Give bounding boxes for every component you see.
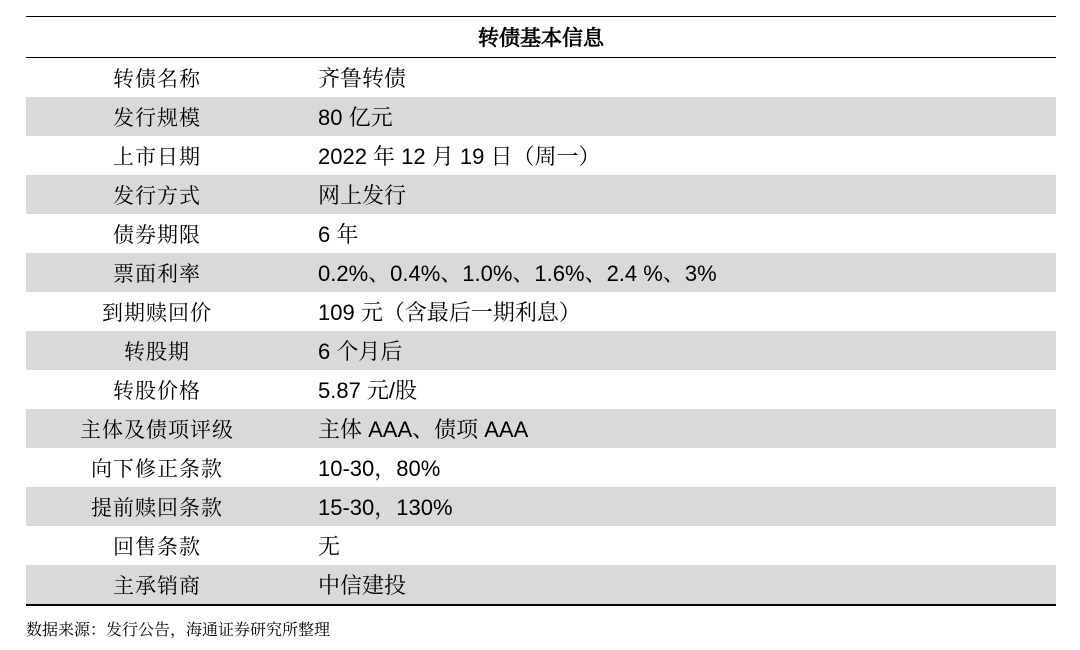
table-row (26, 370, 1056, 409)
row-value: 网上发行 (318, 183, 407, 208)
row-value: 15-30，130% (318, 495, 453, 520)
row-value: 无 (318, 534, 341, 559)
row-value: 6 年 (318, 222, 359, 247)
row-value: 主体 AAA、债项 AAA (318, 417, 529, 442)
table-title: 转债基本信息 (478, 25, 604, 50)
row-value: 5.87 元/股 (318, 378, 418, 403)
row-value: 中信建投 (318, 573, 407, 598)
row-label: 回售条款 (113, 534, 201, 559)
table-row (26, 292, 1056, 331)
row-label: 提前赎回条款 (91, 495, 223, 520)
table-row (26, 487, 1056, 526)
table-row (26, 565, 1056, 604)
table-body (26, 58, 1056, 604)
table-row (26, 97, 1056, 136)
row-value: 6 个月后 (318, 339, 403, 364)
table-row (26, 214, 1056, 253)
table-row (26, 448, 1056, 487)
row-label: 发行规模 (113, 105, 201, 130)
table-row (26, 58, 1056, 97)
row-label: 转债名称 (113, 66, 201, 91)
row-label: 主体及债项评级 (80, 417, 234, 442)
row-label: 债券期限 (113, 222, 201, 247)
row-label: 到期赎回价 (102, 300, 212, 325)
table-bottom-rule (26, 604, 1056, 606)
source-note: 数据来源：发行公告，海通证券研究所整理 (26, 620, 331, 639)
row-label: 向下修正条款 (91, 456, 223, 481)
row-label: 转股价格 (113, 378, 201, 403)
row-value: 0.2%、0.4%、1.0%、1.6%、2.4 %、3% (318, 261, 717, 286)
row-value: 80 亿元 (318, 105, 393, 130)
row-value: 10-30，80% (318, 456, 441, 481)
row-label: 转股期 (124, 339, 190, 364)
row-label: 主承销商 (113, 573, 201, 598)
row-value: 109 元（含最后一期利息） (318, 300, 581, 325)
table-row (26, 253, 1056, 292)
row-label: 发行方式 (113, 183, 201, 208)
row-value: 2022 年 12 月 19 日（周一） (318, 144, 601, 169)
row-value: 齐鲁转债 (318, 66, 407, 91)
row-label: 上市日期 (113, 144, 201, 169)
table-row (26, 175, 1056, 214)
table-row (26, 526, 1056, 565)
bond-info-table (26, 16, 1056, 606)
table-row (26, 331, 1056, 370)
table-row (26, 409, 1056, 448)
row-label: 票面利率 (113, 261, 201, 286)
table-row (26, 136, 1056, 175)
